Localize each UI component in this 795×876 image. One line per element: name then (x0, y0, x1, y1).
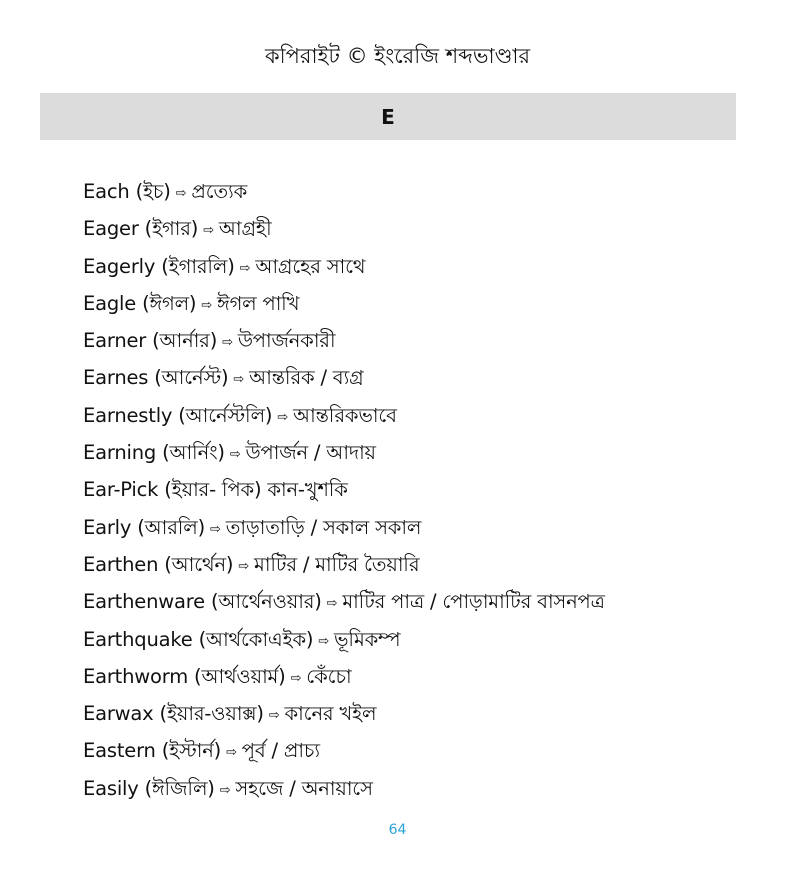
entry-pronunciation: (ইয়ার- পিক) (164, 478, 262, 502)
vocabulary-entry (83, 621, 773, 658)
entry-word: Earnestly (83, 403, 173, 427)
entry-meaning: মাটির / মাটির তৈয়ারি (254, 552, 420, 576)
entry-meaning: আগ্রহের সাথে (255, 254, 366, 278)
vocabulary-entry (83, 583, 773, 620)
section-letter: E (381, 104, 395, 129)
page-number: 64 (388, 822, 407, 838)
entry-pronunciation: (আর্নেস্টলি) (178, 403, 273, 427)
entry-word: Earthen (83, 552, 159, 576)
vocabulary-entry (83, 770, 773, 807)
vocabulary-entry (83, 397, 773, 434)
entry-meaning: কানের খইল (284, 702, 377, 726)
entry-pronunciation: (ঈজিলি) (144, 776, 215, 800)
entry-word: Earwax (83, 702, 154, 726)
entry-pronunciation: (আর্থেনওয়ার) (210, 590, 322, 614)
entry-meaning: উপার্জনকারী (237, 329, 336, 353)
right-arrow-icon: ⇨ (326, 596, 338, 612)
entry-meaning: আন্তরিকভাবে (293, 403, 397, 427)
right-arrow-icon: ⇨ (203, 223, 214, 239)
entry-pronunciation: (ইগার) (144, 217, 199, 241)
vocabulary-entry (83, 210, 773, 247)
right-arrow-icon: ⇨ (318, 633, 330, 649)
entry-meaning: আগ্রহী (218, 217, 272, 241)
entry-meaning: প্রত্যেক (191, 180, 248, 203)
section-letter-band (40, 93, 736, 140)
entry-word: Easily (83, 776, 139, 800)
vocabulary-entry (83, 546, 773, 583)
vocabulary-entry (83, 359, 773, 396)
entry-meaning: কেঁচো (306, 664, 352, 688)
right-arrow-icon: ⇨ (222, 335, 233, 351)
entry-word: Eagerly (83, 254, 156, 278)
entry-pronunciation: (আরলি) (137, 515, 206, 539)
entry-meaning: তাড়াতাড়ি / সকাল সকাল (225, 515, 422, 539)
entry-pronunciation: (ইয়ার-ওয়াক্স) (159, 702, 264, 726)
entry-word: Earthenware (83, 590, 205, 614)
right-arrow-icon: ⇨ (290, 670, 302, 686)
entry-meaning: সহজে / অনায়াসে (235, 776, 373, 800)
entry-word: Earning (83, 441, 157, 465)
entry-word: Eagle (83, 291, 137, 315)
entry-pronunciation: (ঈগল) (142, 291, 197, 315)
entry-meaning: আন্তরিক / ব্যগ্র (249, 366, 364, 390)
vocabulary-entry (83, 322, 773, 359)
right-arrow-icon: ⇨ (268, 708, 280, 724)
entry-meaning: উপার্জন / আদায় (245, 441, 376, 465)
entry-word: Earthworm (83, 664, 189, 688)
entry-word: Earner (83, 329, 147, 353)
entry-word: Early (83, 515, 132, 539)
vocabulary-entry (83, 434, 773, 471)
entry-meaning: মাটির পাত্র / পোড়ামাটির বাসনপত্র (342, 590, 605, 614)
vocabulary-list (83, 173, 773, 807)
entry-word: Earnes (83, 366, 149, 390)
vocabulary-entry (83, 509, 773, 546)
vocabulary-entry (83, 695, 773, 732)
entry-pronunciation: (আর্থওয়ার্ম) (194, 664, 286, 688)
entry-pronunciation: (আর্নেস্ট) (154, 366, 229, 390)
vocabulary-entry (83, 248, 773, 285)
entry-pronunciation: (আর্থকোএইক) (198, 627, 314, 651)
vocabulary-entry (83, 471, 773, 508)
entry-word: Eastern (83, 739, 156, 763)
entry-meaning: ঈগল পাখি (217, 291, 300, 315)
page-header-title: কপিরাইট © ইংরেজি শব্দভাণ্ডার (264, 44, 531, 68)
entry-word: Earthquake (83, 627, 193, 651)
right-arrow-icon: ⇨ (238, 558, 250, 574)
right-arrow-icon: ⇨ (233, 372, 245, 388)
right-arrow-icon: ⇨ (226, 745, 237, 761)
entry-word: Eager (83, 217, 139, 241)
vocabulary-entry (83, 173, 773, 210)
vocabulary-entry (83, 285, 773, 322)
entry-meaning: কান-খুশকি (267, 478, 348, 502)
entry-pronunciation: (আর্থেন) (164, 552, 234, 576)
right-arrow-icon: ⇨ (201, 297, 213, 313)
entry-pronunciation: (ইগারলি) (161, 254, 235, 278)
right-arrow-icon: ⇨ (210, 521, 221, 537)
entry-meaning: পূর্ব / প্রাচ্য (241, 739, 320, 763)
right-arrow-icon: ⇨ (229, 447, 241, 463)
entry-meaning: ভূমিকম্প (334, 627, 401, 651)
entry-word: Ear-Pick (83, 478, 159, 502)
right-arrow-icon: ⇨ (277, 409, 289, 425)
entry-pronunciation: (ইচ) (135, 180, 171, 203)
right-arrow-icon: ⇨ (175, 186, 187, 201)
right-arrow-icon: ⇨ (239, 260, 251, 276)
entry-pronunciation: (ইস্টার্ন) (161, 739, 222, 763)
entry-word: Each (83, 180, 130, 203)
entry-pronunciation: (আর্নিং) (162, 441, 225, 465)
vocabulary-entry (83, 658, 773, 695)
entry-pronunciation: (আর্নার) (152, 329, 218, 353)
vocabulary-entry (83, 732, 773, 769)
right-arrow-icon: ⇨ (219, 782, 231, 798)
